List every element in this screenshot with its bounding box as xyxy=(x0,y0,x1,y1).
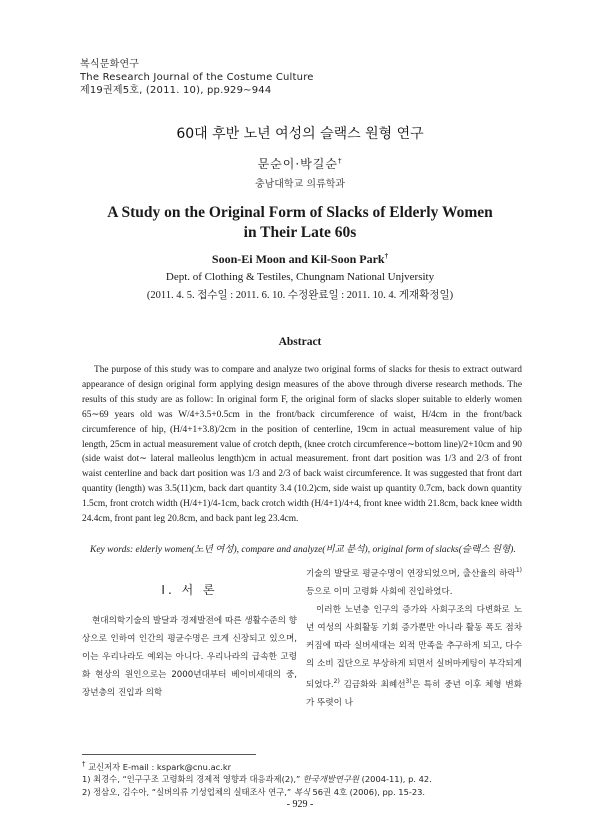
section-title-introduction: Ⅰ. 서 론 xyxy=(161,583,218,597)
submission-dates: (2011. 4. 5. 접수일 : 2011. 6. 10. 수정완료일 : 2011. 10. 4. 게재확정일) xyxy=(146,290,454,301)
journal-header xyxy=(80,58,314,97)
page-number: - 929 - xyxy=(286,799,314,810)
authors-kr-names: 문순이·박길순 xyxy=(257,157,338,171)
authors-kr xyxy=(0,155,600,172)
journal-volume-info: 제19권제5호, (2011. 10), pp.929∼944 xyxy=(80,85,272,96)
journal-name-kr: 복식문화연구 xyxy=(80,59,140,70)
text-run: 1) 최경수, “인구구조 고령화의 경제적 영향과 대응과제(2),” xyxy=(82,774,303,785)
affiliation-en: Dept. of Clothing & Testiles, Chungnam National Unjversity xyxy=(165,271,435,283)
footnote-dagger: † xyxy=(82,760,86,768)
text-run: 이러한 노년층 인구의 증가와 사회구조의 다변화로 노년 여성의 사회활동 기회 증가뿐만 아니라 활동 폭도 점차 커짐에 따라 실버세대는 외적 만족을 추구하게 되고, 다수의 소비 집단으로 부상하게 되면서 실버마케팅이 부각되게 되었다. xyxy=(306,604,522,690)
abstract-body: The purpose of this study was to compare and analyze two original forms of slacks for thesis to extract outward appearance of design original form applying design measures of the above through diverse research methods. The results of this study are as follow: In original form F, the original form of slacks sloper suitable to elderly women 65∼69 years old was W/4+3.5+0.5cm in the front/back circumference of waist, H/4cm in the front/back circumference of hip, (H/4+1+3.8)/2cm in the position of centerline, 19cm in actual measurement value of hip length, 25cm in actual measurement value of crotch depth, (knee crotch circumference∼bottom line)/2+10cm and 90 (side waist dot∼ lateral malleolus length)cm in actual measurement. front dart position was 1/3 and 2/3 of front waist centerline and back dart position was 1/3 and 2/3 of back waist circumference. It was suggested that front dart quantity (length) was 3.5(11)cm, back dart quantity 3.4 (10.2)cm, side waist up quantity 0.7cm, back down quantity 1.5cm, front crotch width (H/4+1)/4-1cm, back crotch width (H/4+1)/4+4, front knee width 21.8cm, back knee width 24.4cm, front pant leg 20.8cm, and back pant leg 23.4cm. xyxy=(82,365,522,525)
footnotes xyxy=(82,758,532,798)
right-column xyxy=(306,562,522,712)
footnote-journal-name: 한국개발연구원 xyxy=(302,774,360,785)
keywords: Key words: elderly women(노년 여성), compare and analyze(비교 분석), original form of slacks(슬랙스 원형). xyxy=(90,545,516,555)
footnote-ref-3[interactable]: 3) xyxy=(405,677,412,685)
abstract-heading: Abstract xyxy=(278,336,322,348)
corresponding-author-mark: † xyxy=(337,157,343,165)
text-run: (2004-11), p. 42. xyxy=(359,774,432,785)
footnote-ref-1[interactable]: 1) xyxy=(515,567,522,574)
text-run: 56권 4호 (2006), pp. 15-23. xyxy=(309,786,426,797)
footnote-divider xyxy=(82,754,256,755)
intro-paragraph-right-2 xyxy=(306,601,522,712)
affiliation-kr: 충남대학교 의류학과 xyxy=(254,179,346,190)
left-column xyxy=(82,562,297,702)
text-run: 등으로 이미 고령화 사회에 진입하였다. xyxy=(306,586,453,597)
paper-title-en-line1: A Study on the Original Form of Slacks of Elderly Women xyxy=(107,204,493,221)
footnote-email: 교신저자 E-mail : kspark@cnu.ac.kr xyxy=(88,761,232,772)
footnote-journal-name: 복식 xyxy=(293,786,310,797)
footnote-2 xyxy=(82,786,532,799)
journal-name-en: The Research Journal of the Costume Culture xyxy=(80,72,314,83)
paper-title-en-line2: in Their Late 60s xyxy=(243,224,357,241)
text-run: 기술의 발달로 평균수명이 연장되었으며, 출산율의 하락 xyxy=(306,568,516,579)
intro-paragraph-left: 현대의학기술의 발달과 경제발전에 따른 생활수준의 향상으로 인하여 인간의 평균수명은 크게 신장되고 있으며, 이는 우리나라도 예외는 아니다. 우리나라의 급속한 고령화 현상의 원인으로는 2000년대부터 베이비세대의 중, 장년층의 진입과 의학 xyxy=(82,616,297,698)
footnote-ref-2[interactable]: 2) xyxy=(333,677,340,685)
authors-en xyxy=(0,252,600,267)
footnote-corresponding xyxy=(82,758,532,773)
text-run: 은 특히 중년 이후 체형 변화가 뚜렷이 나 xyxy=(306,679,523,708)
footnote-1 xyxy=(82,773,532,786)
corresponding-author-mark-en: † xyxy=(384,252,389,260)
paper-title-kr: 60대 후반 노년 여성의 슬랙스 원형 연구 xyxy=(176,126,424,142)
intro-paragraph-right-1 xyxy=(306,562,522,601)
authors-en-names: Soon-Ei Moon and Kil-Soon Park xyxy=(211,252,385,266)
text-run: 2) 정삼오, 김수아, “실버의류 기성업체의 실태조사 연구,” xyxy=(82,786,294,797)
paper-title-en xyxy=(0,203,600,243)
text-run: 김금화와 최혜선 xyxy=(339,679,406,690)
